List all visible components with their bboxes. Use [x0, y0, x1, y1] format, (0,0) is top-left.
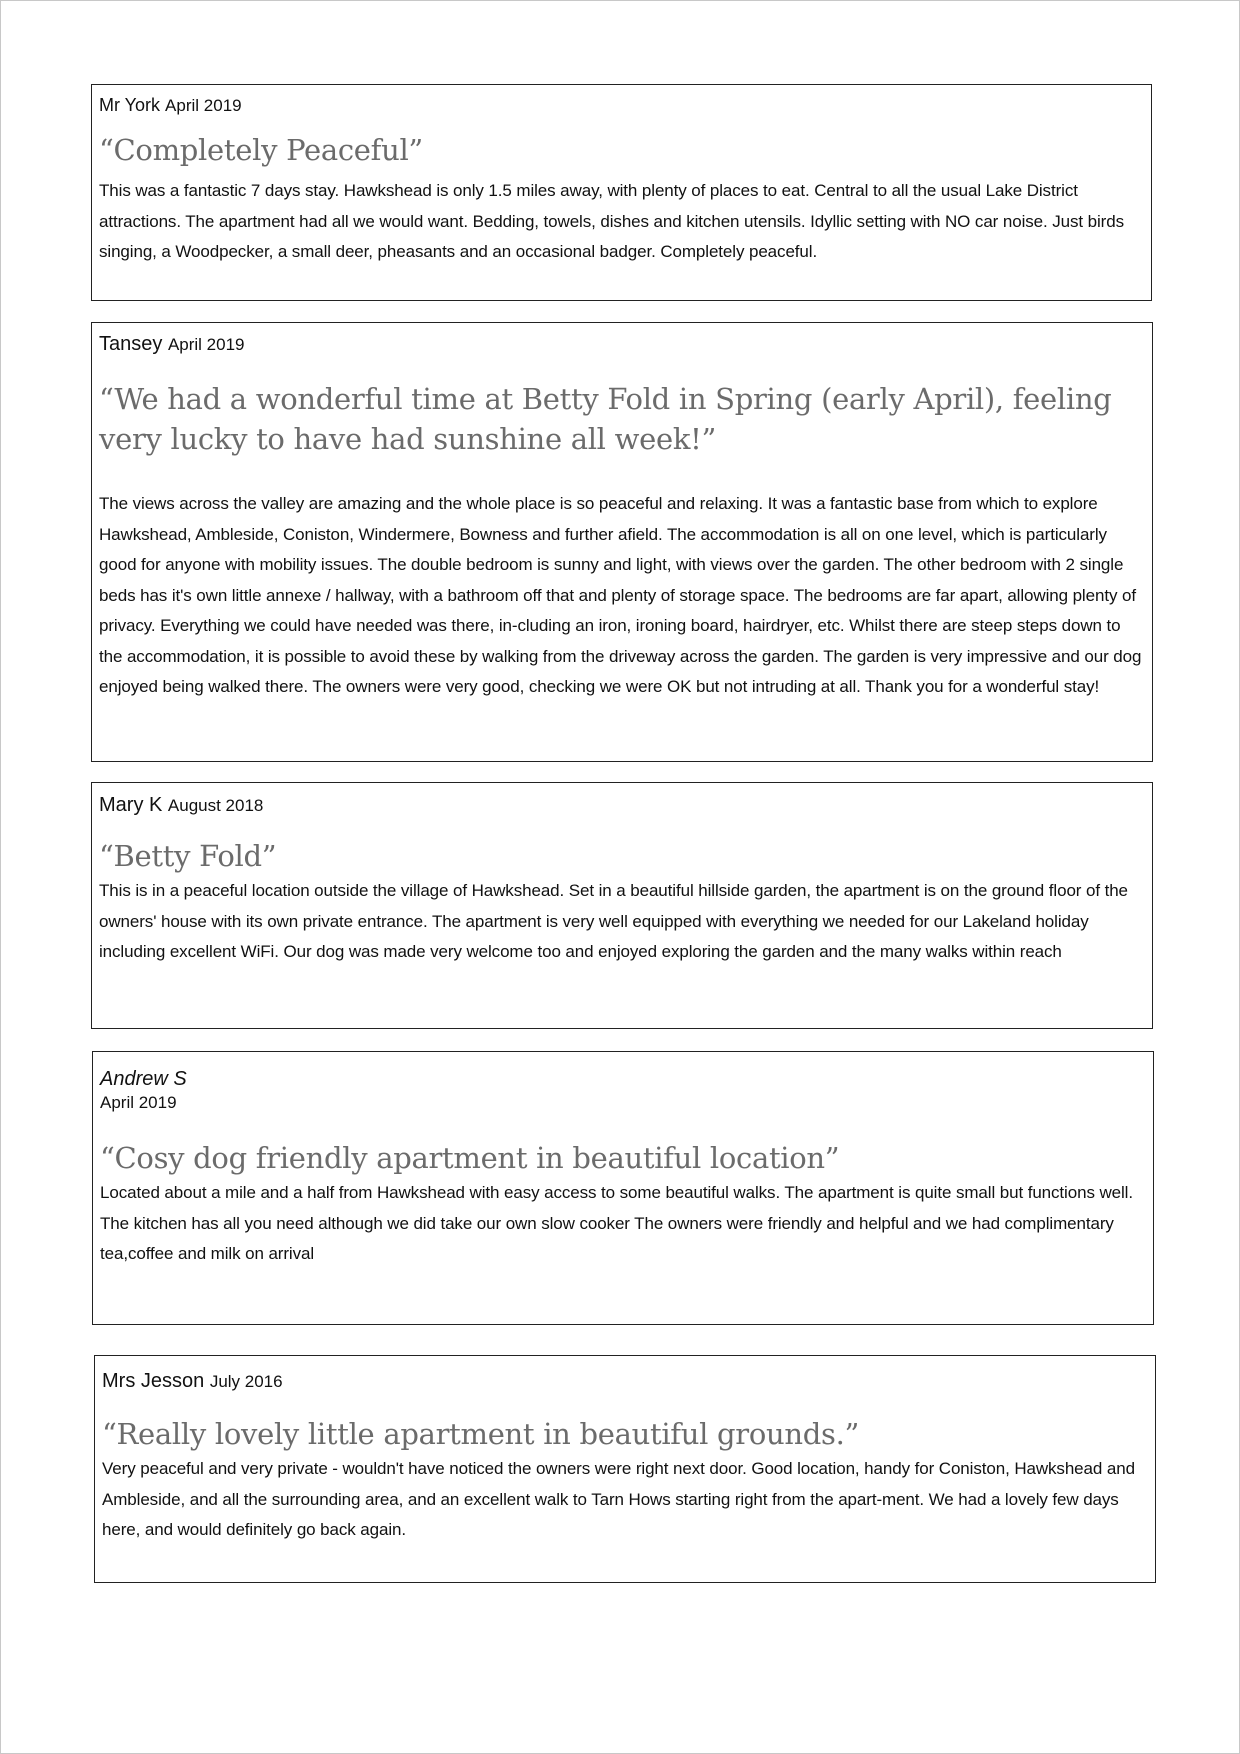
review-date: April 2019 [100, 1093, 177, 1112]
review-headline: “Betty Fold” [99, 839, 277, 873]
review-date: April 2019 [167, 335, 245, 354]
review-author: Mr York [99, 95, 161, 115]
review-author: Mrs Jesson [102, 1370, 205, 1392]
review-headline: “Cosy dog friendly apartment in beautiful location” [100, 1141, 840, 1175]
review-card [91, 322, 1153, 762]
review-author-line [99, 332, 1144, 357]
review-body: Located about a mile and a half from Hawkshead with easy access to some beautiful walks. The apartment is quite small but functions well. The kitchen has all you need although we did take our own slow cooker The owners were friendly and helpful and we had complimentary tea,coffee and milk on arrival [100, 1183, 1133, 1263]
review-author: Mary K [99, 794, 163, 816]
review-author: Tansey [99, 333, 163, 355]
review-date: April 2019 [165, 96, 242, 115]
review-body: This was a fantastic 7 days stay. Hawkshead is only 1.5 miles away, with plenty of places to eat. Central to all the usual Lake District attractions. The apartment had all we would want. Bedding, towels, dishes and kitchen utensils. Idyllic setting with NO car noise. Just birds singing, a Woodpecker, a small deer, pheasants and an occasional badger. Completely peaceful. [99, 181, 1125, 261]
review-author-line [99, 793, 1144, 818]
review-date: August 2018 [167, 796, 264, 815]
review-author-line [102, 1369, 1147, 1394]
review-author-line [99, 93, 1143, 118]
review-body: Very peaceful and very private - wouldn't have noticed the owners were right next door. Good location, handy for Coniston, Hawkshead and Ambleside, and all the surrounding area, and an excellent walk to Tarn Hows starting right from the apart-ment. We had a lovely few days here, and would definitely go back again. [102, 1459, 1135, 1539]
review-card [91, 782, 1153, 1029]
review-date: July 2016 [209, 1372, 283, 1391]
review-card [94, 1355, 1156, 1583]
review-headline: “Completely Peaceful” [99, 133, 423, 167]
review-headline: “Really lovely little apartment in beautiful grounds.” [102, 1417, 860, 1451]
review-card [91, 84, 1152, 301]
review-headline: “We had a wonderful time at Betty Fold in Spring (early April), feeling very lucky to have had sunshine all week!” [99, 382, 1112, 456]
review-body: The views across the valley are amazing and the whole place is so peaceful and relaxing. It was a fantastic base from which to explore Hawkshead, Ambleside, Coniston, Windermere, Bowness and further afield. The accommodation is all on one level, which is particularly good for anyone with mobility issues. The double bedroom is sunny and light, with views over the garden. The other bedroom with 2 single beds has it's own little annexe / hallway, with a bathroom off that and plenty of storage space. The bedrooms are far apart, allowing plenty of privacy. Everything we could have needed was there, in-cluding an iron, ironing board, hairdryer, etc. Whilst there are steep steps down to the accommodation, it is possible to avoid these by walking from the driveway across the garden. The garden is very impressive and our dog enjoyed being walked there. The owners were very good, checking we were OK but not intruding at all. Thank you for a wonderful stay! [99, 494, 1142, 696]
review-card [92, 1051, 1154, 1325]
review-author: Andrew S [100, 1068, 187, 1090]
review-body: This is in a peaceful location outside the village of Hawkshead. Set in a beautiful hillside garden, the apartment is on the ground floor of the owners' house with its own private entrance. The apartment is very well equipped with everything we needed for our Lakeland holiday including excellent WiFi. Our dog was made very welcome too and enjoyed exploring the garden and the many walks within reach [99, 881, 1128, 961]
